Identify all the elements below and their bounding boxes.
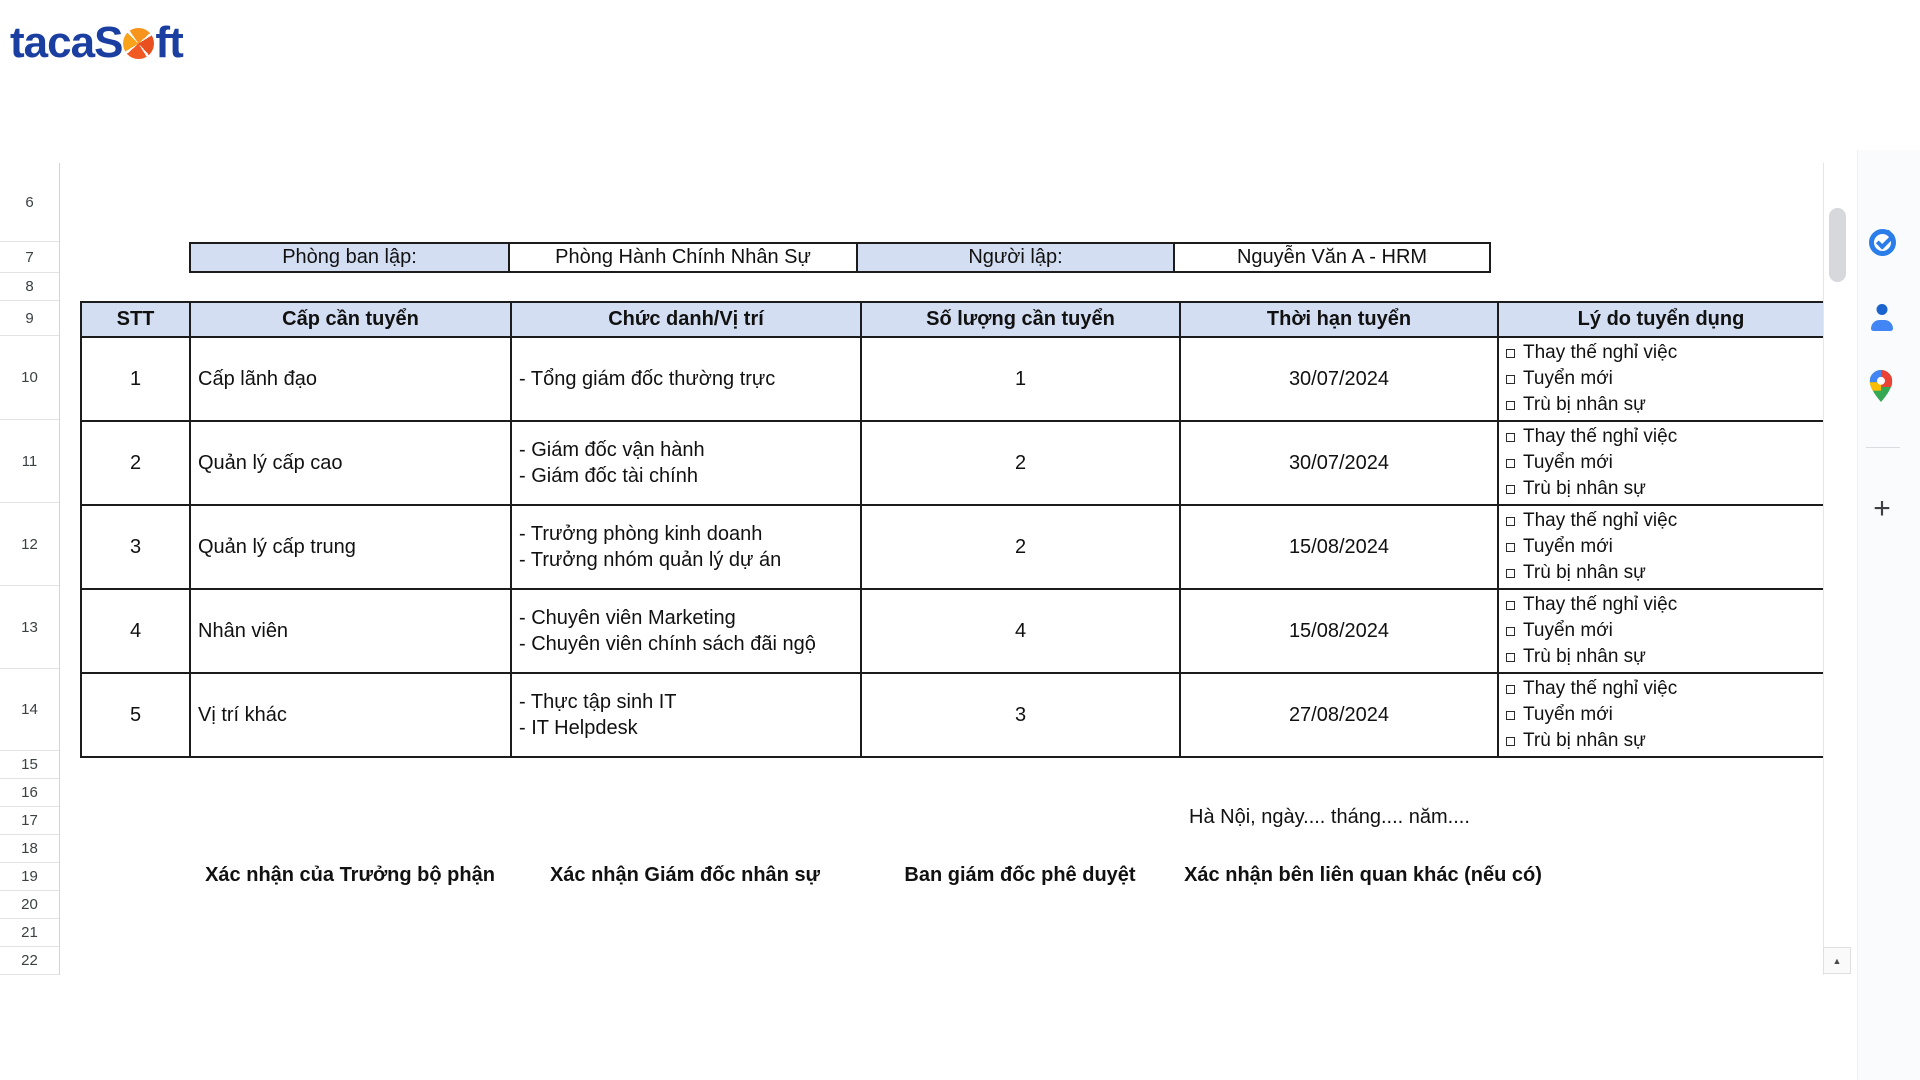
checkbox-icon: [1506, 627, 1515, 636]
row-number[interactable]: 10: [0, 336, 59, 420]
checkbox-icon: [1506, 485, 1515, 494]
side-panel: [1857, 150, 1920, 1080]
signature-hr-director[interactable]: Xác nhận Giám đốc nhân sự: [549, 864, 821, 886]
stt-cell[interactable]: 4: [81, 589, 190, 673]
position-line: - Giám đốc tài chính: [519, 465, 698, 487]
checkbox-icon: [1506, 653, 1515, 662]
checkbox-icon: [1506, 685, 1515, 694]
reason-text: Tuyển mới: [1523, 368, 1613, 389]
row-number[interactable]: 6: [0, 163, 59, 242]
place-date-text[interactable]: Hà Nội, ngày.... tháng.... năm....: [1189, 806, 1470, 828]
reason-text: Trù bị nhân sự: [1523, 730, 1646, 751]
position-line: - Tổng giám đốc thường trực: [519, 368, 776, 390]
checkbox-icon: [1506, 737, 1515, 746]
reason-line: [1506, 592, 1819, 618]
checkbox-icon: [1506, 601, 1515, 610]
stt-cell[interactable]: 3: [81, 505, 190, 589]
reason-cell[interactable]: [1498, 589, 1824, 673]
reason-line: [1506, 450, 1819, 476]
signature-board-approval[interactable]: Ban giám đốc phê duyệt: [904, 864, 1136, 886]
google-tasks-icon[interactable]: [1867, 227, 1897, 257]
brand-text-right: ft: [155, 18, 183, 67]
reason-line: [1506, 676, 1819, 702]
row-number[interactable]: 9: [0, 301, 59, 336]
table-row: [81, 589, 1824, 673]
deadline-cell[interactable]: 15/08/2024: [1180, 505, 1498, 589]
table-row: [81, 673, 1824, 757]
reason-text: Tuyển mới: [1523, 704, 1613, 725]
position-line: - Chuyên viên Marketing: [519, 607, 736, 629]
reason-text: Thay thế nghỉ việc: [1523, 510, 1678, 531]
dept-value-cell[interactable]: Phòng Hành Chính Nhân Sự: [508, 242, 858, 273]
checkbox-icon: [1506, 517, 1515, 526]
header-quantity[interactable]: Số lượng cần tuyển: [861, 302, 1180, 337]
info-strip: [189, 242, 1491, 273]
header-position[interactable]: Chức danh/Vị trí: [511, 302, 861, 337]
recruitment-table: [80, 301, 1825, 758]
position-cell[interactable]: [511, 505, 861, 589]
position-line: - Trưởng nhóm quản lý dự án: [519, 549, 782, 571]
quantity-cell[interactable]: 1: [861, 337, 1180, 421]
reason-line: [1506, 366, 1819, 392]
reason-line: [1506, 340, 1819, 366]
checkbox-icon: [1506, 569, 1515, 578]
reason-line: [1506, 508, 1819, 534]
deadline-cell[interactable]: 27/08/2024: [1180, 673, 1498, 757]
row-number[interactable]: 12: [0, 503, 59, 586]
table-row: [81, 421, 1824, 505]
reason-line: [1506, 392, 1819, 418]
deadline-cell[interactable]: 15/08/2024: [1180, 589, 1498, 673]
row-number[interactable]: 18: [0, 835, 59, 863]
checkbox-icon: [1506, 401, 1515, 410]
reason-text: Thay thế nghỉ việc: [1523, 594, 1678, 615]
row-number[interactable]: 20: [0, 891, 59, 919]
stt-cell[interactable]: 2: [81, 421, 190, 505]
reason-text: Thay thế nghỉ việc: [1523, 426, 1678, 447]
table-row: [81, 337, 1824, 421]
reason-cell[interactable]: [1498, 421, 1824, 505]
stt-cell[interactable]: 1: [81, 337, 190, 421]
reason-text: Trù bị nhân sự: [1523, 478, 1646, 499]
row-number-gutter: [0, 163, 60, 975]
google-maps-icon[interactable]: [1866, 371, 1896, 401]
reason-line: [1506, 644, 1819, 670]
header-stt[interactable]: STT: [81, 302, 190, 337]
quantity-cell[interactable]: 4: [861, 589, 1180, 673]
checkbox-icon: [1506, 543, 1515, 552]
add-addon-button[interactable]: +: [1873, 492, 1891, 525]
brand-text-left: tacaS: [10, 18, 123, 67]
row-number[interactable]: 8: [0, 273, 59, 301]
position-cell[interactable]: [511, 673, 861, 757]
checkbox-icon: [1506, 375, 1515, 384]
row-number[interactable]: 14: [0, 669, 59, 751]
vertical-scrollbar[interactable]: [1823, 163, 1851, 975]
reason-cell[interactable]: [1498, 673, 1824, 757]
dept-label-cell[interactable]: Phòng ban lập:: [189, 242, 510, 273]
reason-line: [1506, 534, 1819, 560]
checkbox-icon: [1506, 433, 1515, 442]
row-number[interactable]: 15: [0, 751, 59, 779]
reason-text: Tuyển mới: [1523, 536, 1613, 557]
quantity-cell[interactable]: 3: [861, 673, 1180, 757]
header-level[interactable]: Cấp cần tuyển: [190, 302, 511, 337]
row-number[interactable]: 7: [0, 242, 59, 273]
level-cell[interactable]: Quản lý cấp cao: [190, 421, 511, 505]
level-cell[interactable]: Vị trí khác: [190, 673, 511, 757]
signature-dept-head[interactable]: Xác nhận của Trưởng bộ phận: [205, 864, 495, 886]
header-reason[interactable]: Lý do tuyển dụng: [1498, 302, 1824, 337]
scroll-up-button[interactable]: [1823, 947, 1851, 974]
brand-logo: [10, 18, 183, 68]
level-cell[interactable]: Quản lý cấp trung: [190, 505, 511, 589]
google-contacts-icon[interactable]: [1867, 303, 1897, 333]
scrollbar-thumb[interactable]: [1829, 208, 1846, 282]
reason-text: Tuyển mới: [1523, 452, 1613, 473]
position-cell[interactable]: [511, 421, 861, 505]
row-number[interactable]: 16: [0, 779, 59, 807]
row-number[interactable]: 13: [0, 586, 59, 669]
reason-line: [1506, 618, 1819, 644]
row-number[interactable]: 21: [0, 919, 59, 947]
panel-divider: [1866, 447, 1900, 448]
position-line: - IT Helpdesk: [519, 717, 638, 739]
checkbox-icon: [1506, 459, 1515, 468]
position-line: - Chuyên viên chính sách đãi ngộ: [519, 633, 816, 655]
level-cell[interactable]: Nhân viên: [190, 589, 511, 673]
reason-text: Thay thế nghỉ việc: [1523, 678, 1678, 699]
row-number[interactable]: 19: [0, 863, 59, 891]
checkbox-icon: [1506, 349, 1515, 358]
position-cell[interactable]: [511, 337, 861, 421]
reason-line: [1506, 476, 1819, 502]
reason-cell[interactable]: [1498, 505, 1824, 589]
stt-cell[interactable]: 5: [81, 673, 190, 757]
level-cell[interactable]: Cấp lãnh đạo: [190, 337, 511, 421]
creator-value-cell[interactable]: Nguyễn Văn A - HRM: [1173, 242, 1491, 273]
reason-text: Tuyển mới: [1523, 620, 1613, 641]
table-header-row: [81, 302, 1824, 337]
reason-text: Trù bị nhân sự: [1523, 562, 1646, 583]
position-line: - Trưởng phòng kinh doanh: [519, 523, 763, 545]
up-arrow-icon: ▲: [1832, 955, 1842, 966]
position-line: - Thực tập sinh IT: [519, 691, 677, 713]
signature-other-party[interactable]: Xác nhận bên liên quan khác (nếu có): [1184, 864, 1542, 886]
quantity-cell[interactable]: 2: [861, 505, 1180, 589]
reason-line: [1506, 728, 1819, 754]
reason-text: Trù bị nhân sự: [1523, 394, 1646, 415]
header-deadline[interactable]: Thời hạn tuyển: [1180, 302, 1498, 337]
deadline-cell[interactable]: 30/07/2024: [1180, 337, 1498, 421]
brand-o-icon: [123, 28, 154, 59]
reason-line: [1506, 560, 1819, 586]
checkbox-icon: [1506, 711, 1515, 720]
quantity-cell[interactable]: 2: [861, 421, 1180, 505]
row-number[interactable]: 17: [0, 807, 59, 835]
position-cell[interactable]: [511, 589, 861, 673]
table-row: [81, 505, 1824, 589]
deadline-cell[interactable]: 30/07/2024: [1180, 421, 1498, 505]
reason-line: [1506, 424, 1819, 450]
creator-label-cell[interactable]: Người lập:: [856, 242, 1175, 273]
reason-text: Trù bị nhân sự: [1523, 646, 1646, 667]
reason-cell[interactable]: [1498, 337, 1824, 421]
reason-line: [1506, 702, 1819, 728]
row-number[interactable]: 22: [0, 947, 59, 975]
reason-text: Thay thế nghỉ việc: [1523, 342, 1678, 363]
row-number[interactable]: 11: [0, 420, 59, 503]
position-line: - Giám đốc vận hành: [519, 439, 705, 461]
